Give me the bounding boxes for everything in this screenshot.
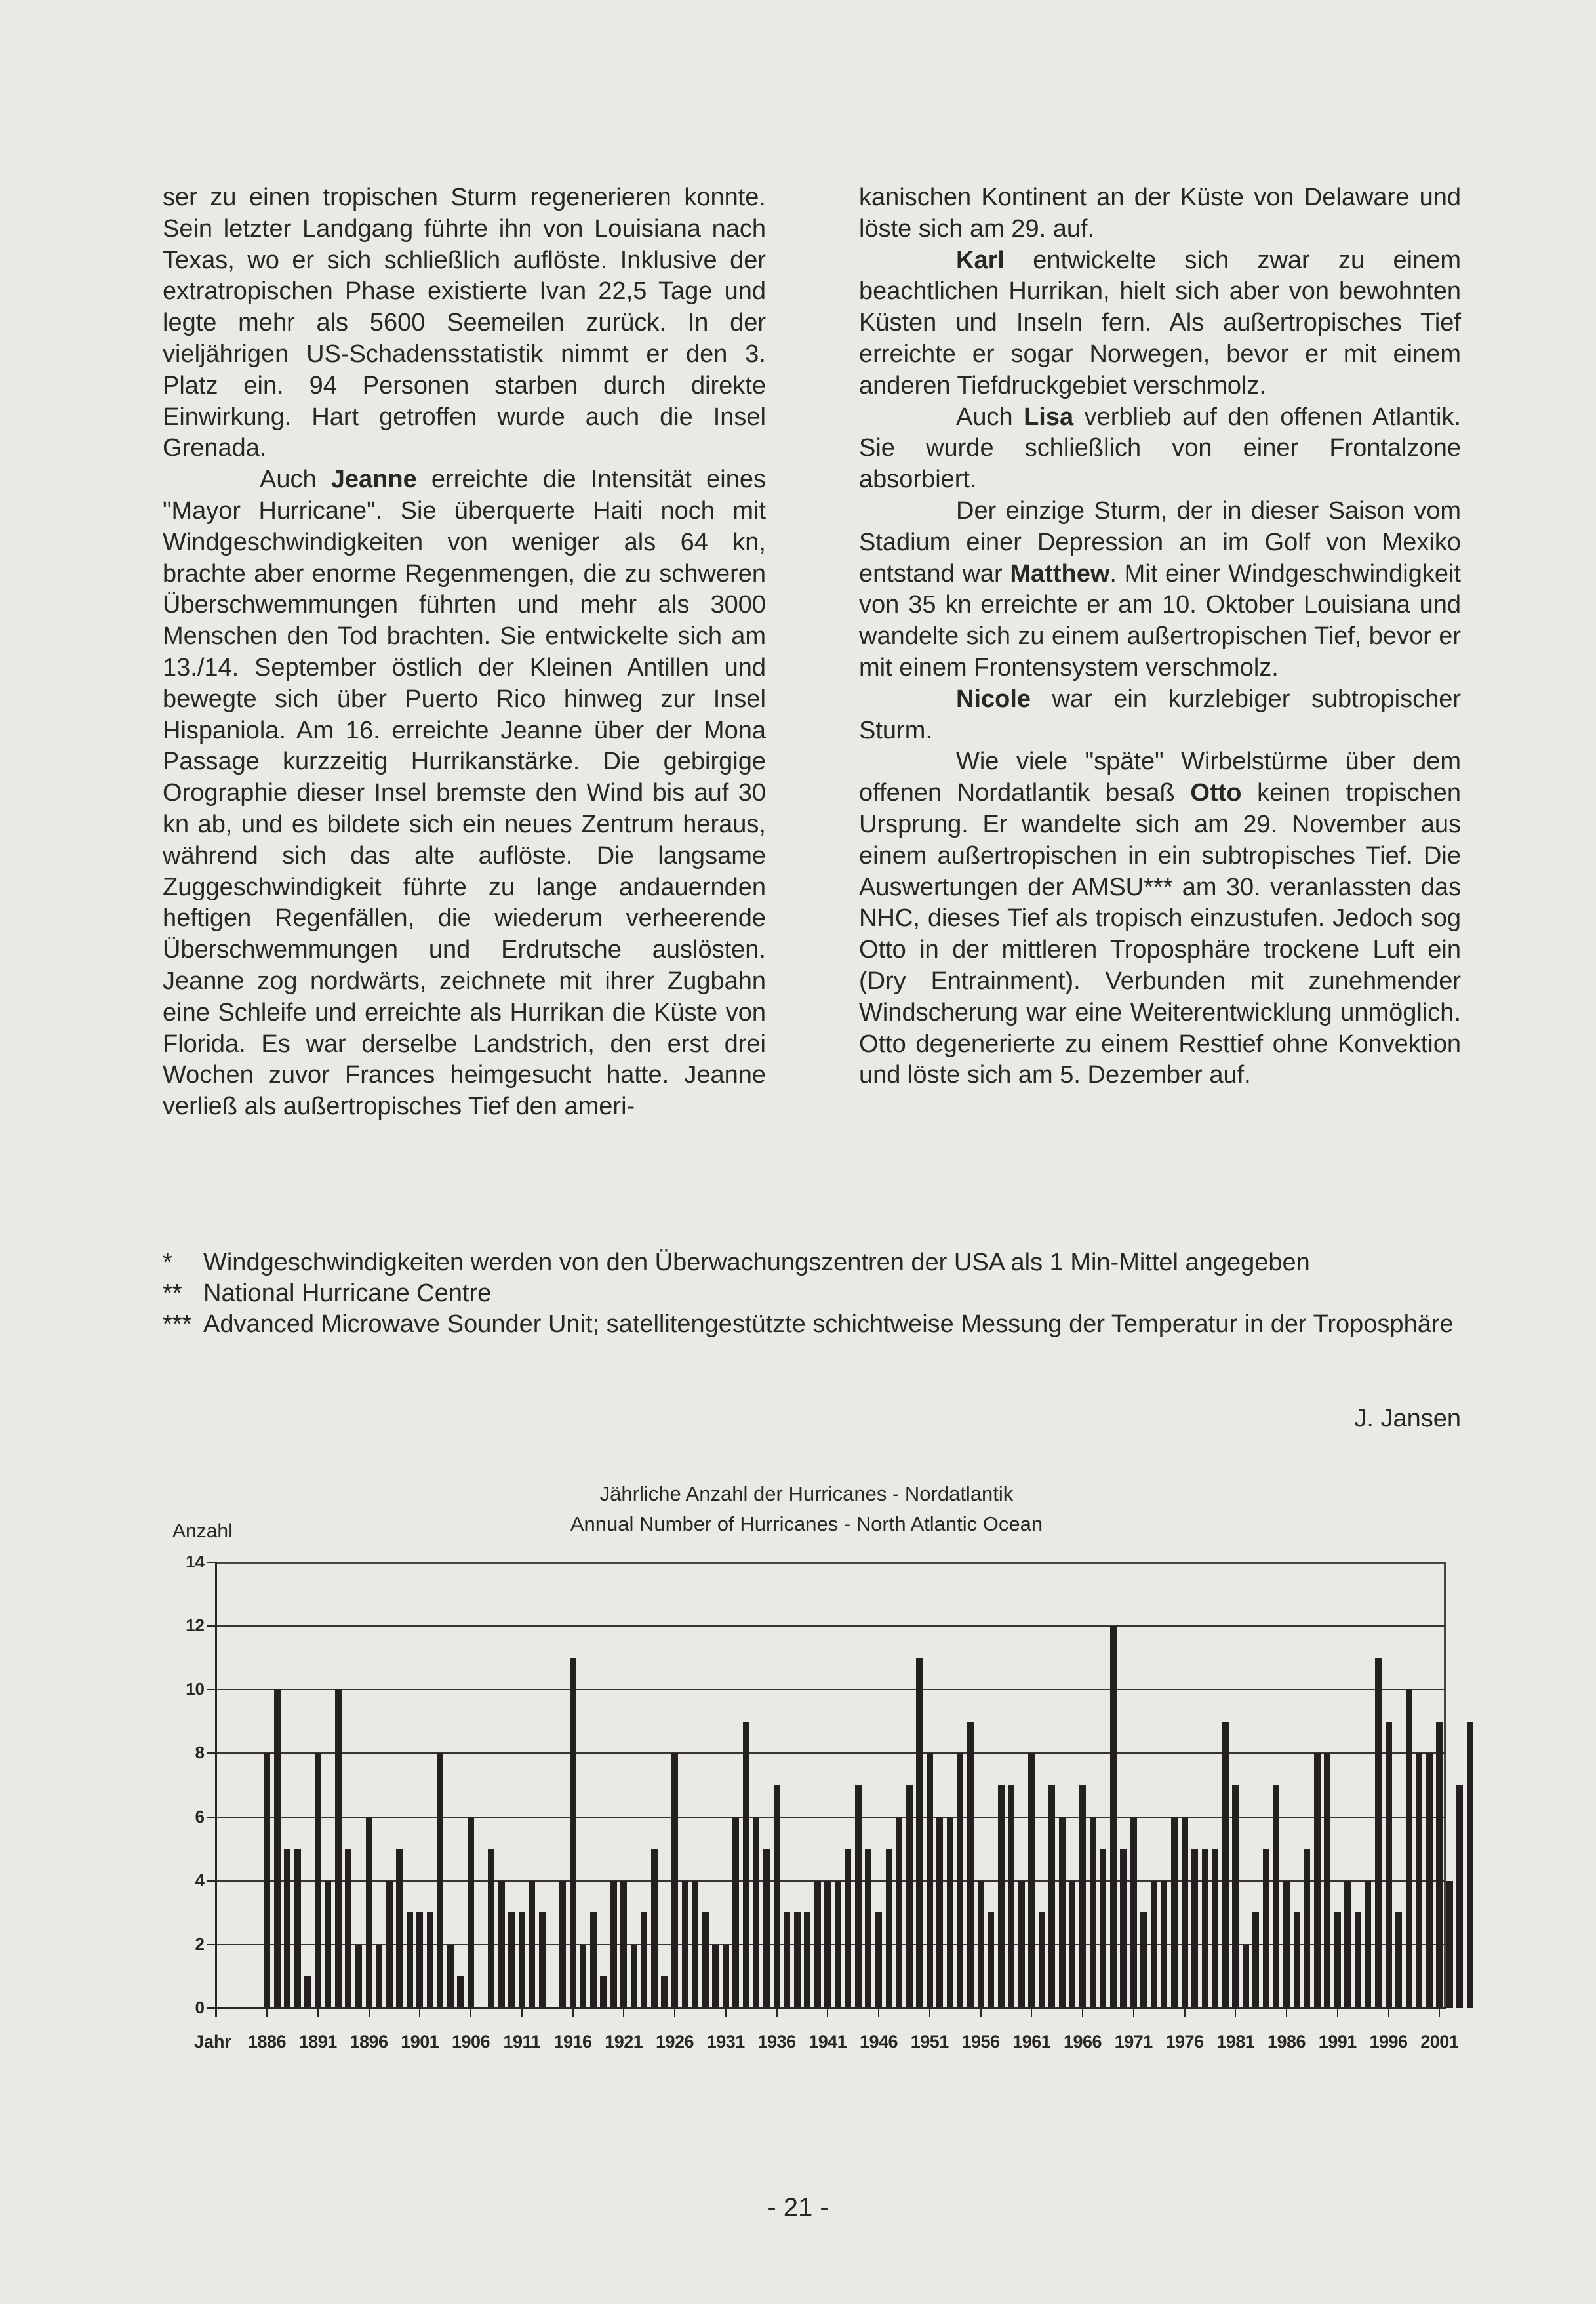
- x-tick: [1439, 2008, 1440, 2017]
- paragraph-ivan: ser zu einen tropischen Sturm regenerieren konnte. Sein letzter Landgang führte ihn von Louisiana nach Texas, wo er sich schließlich auflöste. Inklusive der extratropischen Phase existierte Ivan 22,5 Tage und legte mehr als 5600 Seemeilen zurück. In der vieljährigen US-Schadensstatistik nimmt er den 3. Platz ein. 94 Personen starben durch direkte Einwirkung. Hart getroffen wurde auch die Insel Grenada.: [163, 184, 766, 462]
- x-tick: [929, 2008, 930, 2017]
- bar-1941: [824, 1881, 831, 2008]
- bar-1902: [427, 1912, 433, 2008]
- bar-1954: [957, 1753, 963, 2008]
- bar-1976: [1182, 1817, 1188, 2008]
- bar-1899: [396, 1849, 403, 2008]
- bar-1991: [1334, 1912, 1341, 2008]
- chart-title-de: Jährliche Anzahl der Hurricanes - Nordatlantik: [599, 1482, 1014, 1505]
- right-text-column: [859, 182, 1461, 1091]
- y-tick-label: 6: [195, 1806, 205, 1827]
- footnote-2: ** National Hurricane Centre: [163, 1280, 492, 1307]
- bar-1930: [712, 1945, 719, 2008]
- bar-1977: [1191, 1849, 1198, 2008]
- bar-1989: [1314, 1753, 1321, 2008]
- bar-1992: [1344, 1881, 1351, 2008]
- bar-1972: [1140, 1912, 1147, 2008]
- bar-1906: [468, 1817, 474, 2008]
- bar-1917: [580, 1945, 586, 2008]
- bar-1996: [1386, 1722, 1392, 2008]
- x-tick: [369, 2008, 370, 2017]
- x-tick-label: 1996: [1369, 2032, 1408, 2051]
- x-tick: [980, 2008, 982, 2017]
- y-tick-label: 0: [195, 1998, 205, 2017]
- x-tick-label: 2001: [1420, 2032, 1459, 2051]
- bar-1886: [264, 1753, 270, 2008]
- paragraph-lisa: Auch Lisa verblieb auf den offenen Atlantik. Sie wurde schließlich von einer Frontalzone absorbiert.: [859, 403, 1461, 494]
- bar-1938: [794, 1912, 801, 2008]
- chart-bars: [216, 1562, 1446, 2008]
- x-tick-label: 1986: [1267, 2032, 1306, 2051]
- bar-1929: [702, 1912, 709, 2008]
- bar-1957: [988, 1912, 994, 2008]
- bar-1936: [774, 1785, 780, 2008]
- footnotes: [163, 1247, 1467, 1340]
- bar-1934: [753, 1817, 759, 2008]
- x-tick: [1337, 2008, 1338, 2017]
- bar-1965: [1069, 1881, 1075, 2008]
- storm-name-karl: Karl: [956, 246, 1005, 274]
- bar-1978: [1202, 1849, 1208, 2008]
- bar-1987: [1294, 1912, 1300, 2008]
- bar-1956: [978, 1881, 984, 2008]
- x-tick-label: 1901: [401, 2032, 439, 2051]
- bar-1974: [1161, 1881, 1167, 2008]
- page-number: - 21 -: [767, 2193, 829, 2222]
- bar-1905: [457, 1976, 464, 2008]
- bar-1969: [1110, 1626, 1117, 2008]
- x-tick: [1031, 2008, 1032, 2017]
- bar-1990: [1324, 1753, 1330, 2008]
- bar-1910: [508, 1912, 515, 2008]
- bar-1900: [407, 1912, 413, 2008]
- x-tick-label: 1956: [961, 2032, 1000, 2051]
- bar-1937: [784, 1912, 790, 2008]
- x-tick: [572, 2008, 574, 2017]
- paragraph-nicole: Nicole war ein kurzlebiger subtropischer Sturm.: [859, 685, 1461, 744]
- bar-1975: [1171, 1817, 1178, 2008]
- x-tick: [674, 2008, 675, 2017]
- bar-1979: [1212, 1849, 1218, 2008]
- bar-1967: [1090, 1817, 1096, 2008]
- bar-1961: [1028, 1753, 1035, 2008]
- bar-1893: [335, 1689, 342, 2008]
- paragraph-matthew: Der einzige Sturm, der in dieser Saison vom Stadium einer Depression an im Golf von Mexiko entstand war Matthew. Mit einer Windgeschwindigkeit von 35 kn erreichte er am 10. Oktober Louisiana und wandelte sich zu einem außertropischen Tief, bevor er mit einem Frontensystem verschmolz.: [859, 496, 1461, 681]
- bar-1943: [845, 1849, 851, 2008]
- bar-1960: [1018, 1881, 1025, 2008]
- bar-2003: [1456, 1785, 1463, 2008]
- bar-2000: [1426, 1753, 1433, 2008]
- bar-1894: [345, 1849, 351, 2008]
- bar-1912: [529, 1881, 535, 2008]
- bar-1985: [1273, 1785, 1279, 2008]
- x-tick: [1235, 2008, 1236, 2017]
- bar-1973: [1151, 1881, 1157, 2008]
- bar-1889: [294, 1849, 301, 2008]
- x-tick: [1133, 2008, 1134, 2017]
- y-tick-label: 2: [195, 1933, 205, 1954]
- x-tick-label: 1906: [451, 2032, 490, 2051]
- bar-1892: [325, 1881, 331, 2008]
- bar-1963: [1048, 1785, 1055, 2008]
- chart-y-axis-label: Anzahl: [172, 1520, 233, 1542]
- x-tick: [1286, 2008, 1287, 2017]
- x-tick-label: 1951: [910, 2032, 949, 2051]
- bar-1986: [1283, 1881, 1290, 2008]
- x-tick-label: 1991: [1318, 2032, 1357, 2051]
- bar-1952: [936, 1817, 943, 2008]
- bar-1982: [1243, 1945, 1249, 2008]
- x-tick: [419, 2008, 420, 2017]
- bar-1971: [1130, 1817, 1137, 2008]
- x-tick-label: 1946: [859, 2032, 898, 2051]
- bar-2004: [1467, 1722, 1473, 2008]
- bar-1955: [967, 1722, 974, 2008]
- x-tick-label: 1971: [1114, 2032, 1153, 2051]
- bar-1926: [671, 1753, 678, 2008]
- bar-1911: [519, 1912, 525, 2008]
- bar-1970: [1120, 1849, 1127, 2008]
- bar-1966: [1079, 1785, 1086, 2008]
- storm-name-otto: Otto: [1190, 779, 1242, 807]
- bar-1916: [570, 1658, 576, 2008]
- bar-1949: [906, 1785, 913, 2008]
- bar-1897: [376, 1945, 382, 2008]
- bar-1935: [763, 1849, 770, 2008]
- x-tick: [827, 2008, 828, 2017]
- bar-1932: [732, 1817, 739, 2008]
- bar-1931: [723, 1945, 729, 2008]
- y-tick-label: 4: [195, 1870, 205, 1890]
- bar-1958: [998, 1785, 1005, 2008]
- bar-1925: [661, 1976, 668, 2008]
- x-tick-label: 1941: [808, 2032, 847, 2051]
- bar-1994: [1365, 1881, 1371, 2008]
- bar-1981: [1232, 1785, 1239, 2008]
- footnote-3: *** Advanced Microwave Sounder Unit; satellitengestützte schichtweise Messung der Temperatur in der Troposphäre: [163, 1310, 1454, 1338]
- bar-1997: [1395, 1912, 1402, 2008]
- bar-1903: [437, 1753, 443, 2008]
- x-tick: [623, 2008, 624, 2017]
- x-tick: [1388, 2008, 1389, 2017]
- bar-1959: [1008, 1785, 1014, 2008]
- bar-1998: [1406, 1689, 1412, 2008]
- x-tick: [317, 2008, 319, 2017]
- x-tick-label: 1916: [553, 2032, 592, 2051]
- x-tick-label: 1891: [298, 2032, 337, 2051]
- x-tick: [776, 2008, 778, 2017]
- bar-1895: [355, 1945, 362, 2008]
- paragraph-jeanne-cont: kanischen Kontinent an der Küste von Delaware und löste sich am 29. auf.: [859, 184, 1461, 243]
- x-tick-label: 1976: [1165, 2032, 1204, 2051]
- x-tick-label: 1966: [1063, 2032, 1102, 2051]
- bar-1940: [814, 1881, 821, 2008]
- x-tick: [266, 2008, 268, 2017]
- bar-1933: [743, 1722, 749, 2008]
- bar-1913: [539, 1912, 546, 2008]
- bar-1904: [447, 1945, 454, 2008]
- paragraph-karl: Karl entwickelte sich zwar zu einem beachtlichen Hurrikan, hielt sich aber von bewohnten Küsten und Inseln fern. Als außertropisches Tief erreichte er sogar Norwegen, bevor er mit einem anderen Tiefdruckgebiet verschmolz.: [859, 246, 1461, 399]
- x-tick-label: 1981: [1216, 2032, 1255, 2051]
- chart-title-en: Annual Number of Hurricanes - North Atlantic Ocean: [570, 1512, 1043, 1535]
- x-tick: [878, 2008, 879, 2017]
- bar-1939: [804, 1912, 810, 2008]
- bar-1898: [386, 1881, 393, 2008]
- bar-1890: [304, 1976, 311, 2008]
- y-tick-label: 14: [186, 1552, 205, 1571]
- x-tick: [1184, 2008, 1186, 2017]
- x-tick: [725, 2008, 727, 2017]
- x-tick-label: 1926: [655, 2032, 694, 2051]
- bar-1988: [1304, 1849, 1310, 2008]
- bar-1951: [927, 1753, 933, 2008]
- bar-1887: [274, 1689, 281, 2008]
- chart-title: [459, 1479, 1154, 1539]
- bar-1999: [1416, 1753, 1422, 2008]
- bar-1888: [284, 1849, 290, 2008]
- bar-1909: [498, 1881, 505, 2008]
- x-tick: [470, 2008, 471, 2017]
- bar-1948: [896, 1817, 902, 2008]
- bar-2001: [1436, 1722, 1443, 2008]
- storm-name-matthew: Matthew: [1010, 559, 1110, 588]
- bar-1901: [416, 1912, 423, 2008]
- bar-1995: [1375, 1658, 1382, 2008]
- bar-1896: [366, 1817, 372, 2008]
- bar-1924: [651, 1849, 658, 2008]
- bar-1983: [1252, 1912, 1259, 2008]
- bar-1891: [315, 1753, 321, 2008]
- bar-1946: [875, 1912, 882, 2008]
- bar-1908: [488, 1849, 494, 2008]
- storm-name-lisa: Lisa: [1024, 403, 1074, 431]
- bar-1964: [1059, 1817, 1066, 2008]
- left-text-column: [163, 182, 766, 1123]
- x-tick-label: 1931: [706, 2032, 745, 2051]
- x-tick-label: 1886: [247, 2032, 287, 2051]
- bar-1980: [1222, 1722, 1229, 2008]
- y-tick-label: 10: [186, 1679, 205, 1699]
- bar-1921: [620, 1881, 627, 2008]
- bar-1947: [886, 1849, 892, 2008]
- x-tick-label: 1896: [349, 2032, 388, 2051]
- paragraph-otto: Wie viele "späte" Wirbelstürme über dem offenen Nordatlantik besaß Otto keinen tropischen Ursprung. Er wandelte sich am 29. November aus einem außertropischen in ein subtropisches Tief. Die Auswertungen der AMSU*** am 30. veranlassten das NHC, dieses Tief als tropisch einzustufen. Jedoch sog Otto in der mittleren Troposphäre trockene Luft ein (Dry Entrainment). Verbunden mit zunehmender Windscherung war eine Weiterentwicklung unmöglich. Otto degenerierte zu einem Resttief ohne Konvektion und löste sich am 5. Dezember auf.: [859, 748, 1461, 1089]
- bar-1923: [641, 1912, 647, 2008]
- bar-1945: [865, 1849, 871, 2008]
- storm-name-jeanne: Jeanne: [330, 466, 417, 494]
- x-tick-label: 1911: [503, 2032, 541, 2051]
- footnote-1: * Windgeschwindigkeiten werden von den Überwachungszentren der USA als 1 Min-Mittel angegeben: [163, 1249, 1310, 1276]
- x-tick: [1082, 2008, 1083, 2017]
- bar-1944: [855, 1785, 862, 2008]
- bar-1942: [835, 1881, 841, 2008]
- bar-1918: [590, 1912, 597, 2008]
- x-tick: [521, 2008, 523, 2017]
- chart-x-axis-label: Jahr: [194, 2032, 232, 2051]
- bar-1962: [1039, 1912, 1045, 2008]
- y-tick-label: 12: [186, 1615, 205, 1636]
- bar-1919: [600, 1976, 607, 2008]
- bar-1915: [559, 1881, 566, 2008]
- x-tick-label: 1961: [1012, 2032, 1051, 2051]
- bar-1950: [916, 1658, 923, 2008]
- bar-2002: [1446, 1881, 1453, 2008]
- bar-1922: [631, 1945, 637, 2008]
- chart-y-axis: [215, 1562, 217, 2017]
- bar-1953: [947, 1817, 953, 2008]
- bar-1993: [1355, 1912, 1361, 2008]
- paragraph-jeanne: Auch Jeanne erreichte die Intensität eines "Mayor Hurricane". Sie überquerte Haiti noch mit Windgeschwindigkeiten von weniger als 64 kn, brachte aber enorme Regenmengen, die zu schweren Überschwemmungen führten und mehr als 3000 Menschen den Tod brachten. Sie entwickelte sich am 13./14. September östlich der Kleinen Antillen und bewegte sich über Puerto Rico hinweg zur Insel Hispaniola. Am 16. erreichte Jeanne über der Mona Passage kurzzeitig Hurrikanstärke. Die gebirgige Orographie dieser Insel bremste den Wind bis auf 30 kn ab, und es bildete sich ein neues Zentrum heraus, während sich das alte auflöste. Die langsame Zuggeschwindigkeit führte zu lange andauernden heftigen Regenfällen, die wiederum verheerende Überschwemmungen und Erdrutsche auslösten. Jeanne zog nordwärts, zeichnete mit ihrer Zugbahn eine Schleife und erreichte als Hurrikan die Küste von Florida. Es war derselbe Landstrich, den erst drei Wochen zuvor Frances heimgesucht hatte. Jeanne verließ als außertropisches Tief den ameri-: [163, 466, 766, 1121]
- x-tick-label: 1936: [757, 2032, 796, 2051]
- bar-1968: [1100, 1849, 1106, 2008]
- y-tick-label: 8: [195, 1743, 205, 1763]
- bar-1927: [682, 1881, 688, 2008]
- x-tick-label: 1921: [605, 2032, 643, 2051]
- storm-name-nicole: Nicole: [956, 685, 1031, 713]
- bar-1920: [610, 1881, 617, 2008]
- bar-1984: [1263, 1849, 1269, 2008]
- author-signature: J. Jansen: [1354, 1405, 1461, 1432]
- bar-1928: [692, 1881, 698, 2008]
